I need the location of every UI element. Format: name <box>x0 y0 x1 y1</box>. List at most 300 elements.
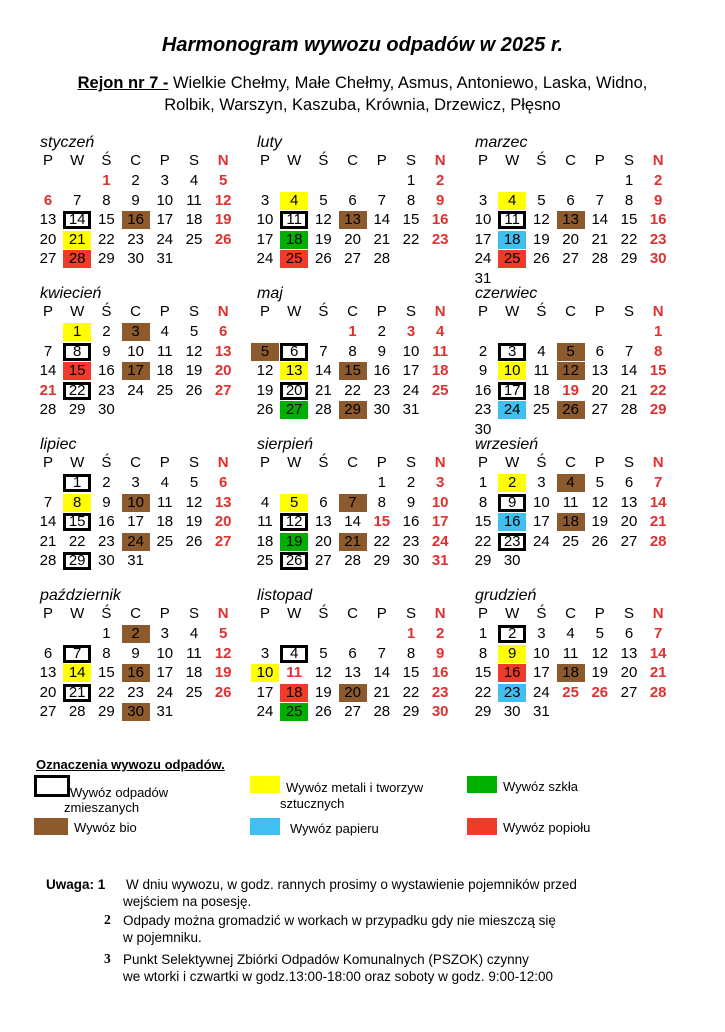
day-cell: 15 <box>63 362 91 380</box>
day-cell: 16 <box>122 664 150 682</box>
day-cell: 12 <box>185 493 203 511</box>
day-cell: 20 <box>280 382 308 400</box>
weekday-header: N <box>652 152 664 169</box>
day-cell: 29 <box>68 401 86 419</box>
weekday-header: C <box>347 454 359 471</box>
day-cell: 15 <box>620 211 638 229</box>
legend-label-mixed-2: zmieszanych <box>64 800 140 815</box>
day-cell: 9 <box>102 342 111 360</box>
day-cell: 21 <box>591 230 609 248</box>
day-cell: 21 <box>373 683 391 701</box>
weekday-header: P <box>259 454 270 471</box>
day-cell: 16 <box>98 362 115 380</box>
day-cell: 6 <box>219 323 228 340</box>
day-cell: 18 <box>498 231 526 249</box>
weekday-header: S <box>623 303 634 320</box>
day-cell: 31 <box>431 552 449 570</box>
day-cell: 23 <box>649 230 667 248</box>
weekday-header: P <box>159 152 170 169</box>
day-cell: 2 <box>406 474 416 491</box>
day-cell: 12 <box>315 211 332 229</box>
day-cell: 8 <box>478 644 488 662</box>
day-cell: 13 <box>280 362 308 380</box>
day-cell: 23 <box>98 532 115 550</box>
day-cell: 2 <box>498 625 526 643</box>
day-cell: 21 <box>649 513 667 531</box>
day-cell: 16 <box>431 211 449 229</box>
day-cell: 8 <box>63 343 91 361</box>
day-cell: 8 <box>654 342 663 360</box>
weekday-header: P <box>376 152 387 169</box>
day-cell: 21 <box>39 381 57 399</box>
day-cell: 29 <box>98 250 115 268</box>
day-cell: 13 <box>39 664 57 682</box>
day-cell: 6 <box>43 191 53 209</box>
weekday-header: N <box>652 605 664 622</box>
day-cell: 10 <box>256 211 274 229</box>
day-cell: 3 <box>537 625 546 642</box>
day-cell: 22 <box>98 683 115 701</box>
day-cell: 17 <box>127 513 144 531</box>
day-cell: 3 <box>122 323 150 341</box>
day-cell: 16 <box>402 513 420 531</box>
day-cell: 16 <box>98 513 115 531</box>
day-cell: 26 <box>256 401 274 419</box>
day-cell: 4 <box>557 474 585 492</box>
day-cell: 3 <box>406 323 416 340</box>
weekday-header: P <box>42 605 53 622</box>
weekday-header: P <box>594 605 605 622</box>
day-cell: 4 <box>498 192 526 210</box>
day-cell: 28 <box>344 552 361 570</box>
weekday-header: W <box>70 605 85 622</box>
day-cell: 22 <box>649 381 667 399</box>
day-cell: 21 <box>63 231 91 249</box>
day-cell: 20 <box>39 230 57 248</box>
day-cell: 27 <box>591 401 609 419</box>
day-cell: 13 <box>315 513 332 531</box>
day-cell: 30 <box>122 703 150 721</box>
day-cell: 21 <box>63 684 91 702</box>
day-cell: 8 <box>624 191 634 209</box>
day-cell: 11 <box>562 644 579 662</box>
day-cell: 2 <box>436 172 445 189</box>
day-cell: 30 <box>503 552 521 570</box>
month-name: marzec <box>475 134 528 151</box>
day-cell: 1 <box>377 474 386 491</box>
day-cell: 23 <box>498 533 526 551</box>
day-cell: 7 <box>63 645 91 663</box>
day-cell: 23 <box>498 684 526 702</box>
weekday-header: S <box>188 152 199 169</box>
weekday-header: P <box>594 152 605 169</box>
note-2-line-1: Odpady można gromadzić w workach w przypadku gdy nie mieszczą się <box>123 913 556 928</box>
day-cell: 14 <box>649 644 667 662</box>
day-cell: 18 <box>280 684 308 702</box>
day-cell: 5 <box>189 474 199 491</box>
day-cell: 28 <box>373 250 391 268</box>
day-cell: 14 <box>591 211 609 229</box>
legend-label-metal-1: Wywóz metali i tworzyw <box>286 780 424 795</box>
day-cell: 13 <box>591 362 609 380</box>
day-cell: 26 <box>185 381 203 399</box>
legend-label-mixed-1: Wywóz odpadów <box>70 785 169 800</box>
day-cell: 7 <box>377 191 386 209</box>
day-cell: 17 <box>256 683 274 701</box>
day-cell: 19 <box>315 683 332 701</box>
weekday-header: S <box>188 454 199 471</box>
month-name: wrzesień <box>475 436 539 453</box>
day-cell: 14 <box>39 513 57 531</box>
day-cell: 7 <box>319 342 328 360</box>
day-cell: 27 <box>344 703 361 721</box>
day-cell: 26 <box>315 250 332 268</box>
weekday-header: P <box>594 454 605 471</box>
legend-label-bio: Wywóz bio <box>74 820 137 835</box>
note-3-line-2: we wtorki i czwartki w godz.13:00-18:00 oraz soboty w godz. 9:00-12:00 <box>123 969 553 984</box>
day-cell: 4 <box>280 645 308 663</box>
weekday-header: Ś <box>536 454 547 471</box>
month-3 <box>474 134 695 287</box>
day-cell: 6 <box>319 493 328 511</box>
day-cell: 23 <box>474 401 492 419</box>
weekday-header: Ś <box>318 454 329 471</box>
day-cell: 20 <box>562 230 579 248</box>
day-cell: 27 <box>39 703 57 721</box>
day-cell: 19 <box>562 381 579 399</box>
weekday-header: P <box>259 303 270 320</box>
weekday-header: P <box>376 605 387 622</box>
day-cell: 29 <box>620 250 638 268</box>
day-cell: 18 <box>156 513 174 531</box>
day-cell: 21 <box>39 532 57 550</box>
day-cell: 16 <box>373 362 391 380</box>
day-cell: 27 <box>214 381 232 399</box>
month-9 <box>475 436 695 576</box>
weekday-header: P <box>376 454 387 471</box>
day-cell: 5 <box>319 644 328 662</box>
day-cell: 20 <box>620 664 638 682</box>
day-cell: 14 <box>315 362 332 380</box>
weekday-header: P <box>42 303 53 320</box>
day-cell: 24 <box>127 381 144 399</box>
day-cell: 9 <box>498 494 526 512</box>
note-3-number: 3 <box>104 951 111 966</box>
day-cell: 6 <box>219 474 228 491</box>
day-cell: 3 <box>537 474 546 491</box>
weekday-header: W <box>70 303 85 320</box>
day-cell: 1 <box>102 625 111 642</box>
weekday-header: C <box>347 303 359 320</box>
legend-title: Oznaczenia wywozu odpadów. <box>36 757 225 772</box>
legend-label-ash: Wywóz popiołu <box>503 820 591 835</box>
day-cell: 21 <box>373 230 391 248</box>
day-cell: 2 <box>478 342 488 360</box>
day-cell: 19 <box>185 362 203 380</box>
day-cell: 30 <box>431 703 449 721</box>
day-cell: 28 <box>68 703 86 721</box>
day-cell: 26 <box>533 250 550 268</box>
day-cell: 31 <box>156 703 174 721</box>
day-cell: 10 <box>431 493 449 511</box>
weekday-header: P <box>376 303 387 320</box>
day-cell: 2 <box>131 172 140 189</box>
month-5 <box>257 285 477 425</box>
day-cell: 4 <box>537 342 546 360</box>
weekday-header: N <box>652 303 664 320</box>
day-cell: 16 <box>498 513 526 531</box>
day-cell: 7 <box>43 493 53 511</box>
note-1-line-2: wejściem na posesję. <box>123 894 252 909</box>
day-cell: 6 <box>624 474 634 491</box>
day-cell: 11 <box>533 362 550 380</box>
day-cell: 26 <box>185 532 203 550</box>
day-cell: 4 <box>160 474 169 491</box>
day-cell: 17 <box>533 513 550 531</box>
weekday-header: P <box>259 605 270 622</box>
day-cell: 5 <box>595 625 604 642</box>
day-cell: 12 <box>214 191 232 209</box>
day-cell: 26 <box>591 683 609 701</box>
day-cell: 28 <box>315 401 332 419</box>
day-cell: 21 <box>339 533 367 551</box>
weekday-header: P <box>42 454 53 471</box>
day-cell: 28 <box>649 532 667 550</box>
day-cell: 25 <box>280 703 308 721</box>
day-cell: 17 <box>474 230 492 248</box>
day-cell: 10 <box>533 493 550 511</box>
day-cell: 13 <box>620 493 638 511</box>
month-12 <box>475 587 695 727</box>
month-7 <box>40 436 260 576</box>
weekday-header: W <box>70 454 85 471</box>
day-cell: 25 <box>562 532 579 550</box>
weekday-header: C <box>565 454 577 471</box>
weekday-header: W <box>70 152 85 169</box>
day-cell: 1 <box>478 474 488 491</box>
day-cell: 12 <box>557 362 585 380</box>
day-cell: 19 <box>256 381 274 399</box>
weekday-header: Ś <box>101 303 112 320</box>
day-cell: 3 <box>131 474 140 491</box>
day-cell: 14 <box>344 513 361 531</box>
day-cell: 30 <box>98 552 115 570</box>
day-cell: 22 <box>474 683 492 701</box>
notes-label: Uwaga: 1 <box>46 877 106 892</box>
day-cell: 3 <box>260 644 270 662</box>
weekday-header: S <box>623 454 634 471</box>
day-cell: 18 <box>280 231 308 249</box>
region-line-1 <box>0 72 725 94</box>
day-cell: 5 <box>189 323 199 340</box>
day-cell: 10 <box>498 362 526 380</box>
weekday-header: W <box>287 454 302 471</box>
day-cell: 18 <box>557 664 585 682</box>
weekday-header: S <box>405 454 416 471</box>
day-cell: 22 <box>68 532 86 550</box>
day-cell: 5 <box>537 191 546 209</box>
page-title: Harmonogram wywozu odpadów w 2025 r. <box>161 34 564 56</box>
day-cell: 20 <box>39 683 57 701</box>
day-cell: 20 <box>339 684 367 702</box>
day-cell: 11 <box>432 342 449 360</box>
day-cell: 14 <box>373 211 391 229</box>
day-cell: 10 <box>127 342 144 360</box>
day-cell: 28 <box>649 683 667 701</box>
day-cell: 4 <box>436 323 445 340</box>
day-cell: 29 <box>474 552 492 570</box>
day-cell: 11 <box>280 211 308 229</box>
day-cell: 24 <box>256 703 274 721</box>
day-cell: 23 <box>431 230 449 248</box>
day-cell: 25 <box>562 683 579 701</box>
day-cell: 30 <box>649 250 667 268</box>
day-cell: 26 <box>214 230 232 248</box>
day-cell: 14 <box>63 664 91 682</box>
day-cell: 24 <box>533 532 550 550</box>
day-cell: 9 <box>436 191 445 209</box>
day-cell: 23 <box>98 381 115 399</box>
legend-swatch-ash <box>467 818 497 835</box>
weekday-header: P <box>594 303 605 320</box>
day-cell: 27 <box>344 250 361 268</box>
day-cell: 24 <box>256 250 274 268</box>
day-cell: 31 <box>474 270 492 287</box>
day-cell: 14 <box>63 211 91 229</box>
day-cell: 27 <box>214 532 232 550</box>
day-cell: 15 <box>63 513 91 531</box>
day-cell: 29 <box>98 703 115 721</box>
day-cell: 14 <box>39 362 57 380</box>
day-cell: 4 <box>280 192 308 210</box>
day-cell: 13 <box>620 644 638 662</box>
weekday-header: Ś <box>536 303 547 320</box>
day-cell: 17 <box>498 382 526 400</box>
day-cell: 31 <box>127 552 144 570</box>
day-cell: 18 <box>431 362 449 380</box>
day-cell: 24 <box>122 533 150 551</box>
day-cell: 29 <box>373 552 391 570</box>
day-cell: 13 <box>339 211 367 229</box>
day-cell: 10 <box>122 494 150 512</box>
day-cell: 2 <box>377 323 386 340</box>
day-cell: 15 <box>373 513 391 531</box>
day-cell: 28 <box>39 552 57 570</box>
weekday-header: P <box>42 152 53 169</box>
day-cell: 28 <box>373 703 391 721</box>
day-cell: 23 <box>127 230 144 248</box>
day-cell: 5 <box>280 494 308 512</box>
weekday-header: N <box>217 454 229 471</box>
day-cell: 20 <box>214 362 232 380</box>
day-cell: 17 <box>533 664 550 682</box>
day-cell: 1 <box>478 625 488 642</box>
day-cell: 21 <box>620 381 638 399</box>
day-cell: 17 <box>122 362 150 380</box>
day-cell: 2 <box>122 625 150 643</box>
day-cell: 14 <box>620 362 638 380</box>
day-cell: 19 <box>591 513 609 531</box>
day-cell: 3 <box>160 172 169 189</box>
weekday-header: N <box>217 605 229 622</box>
day-cell: 18 <box>533 381 550 399</box>
weekday-header: Ś <box>536 152 547 169</box>
weekday-header: S <box>623 605 634 622</box>
day-cell: 22 <box>402 230 420 248</box>
day-cell: 27 <box>315 552 332 570</box>
day-cell: 1 <box>406 172 416 189</box>
region-villages-1: Wielkie Chełmy, Małe Chełmy, Asmus, Antoniewo, Laska, Widno, <box>172 74 648 92</box>
day-cell: 9 <box>131 191 140 209</box>
note-3-line-1: Punkt Selektywnej Zbiórki Odpadów Komunalnych (PSZOK) czynny <box>123 952 529 967</box>
day-cell: 10 <box>402 342 420 360</box>
day-cell: 6 <box>348 644 357 662</box>
day-cell: 19 <box>214 211 232 229</box>
day-cell: 13 <box>214 342 232 360</box>
day-cell: 27 <box>39 250 57 268</box>
day-cell: 25 <box>185 683 203 701</box>
weekday-header: Ś <box>101 605 112 622</box>
day-cell: 17 <box>402 362 420 380</box>
day-cell: 4 <box>160 323 169 340</box>
legend-label-metal-2: sztucznych <box>280 796 345 811</box>
day-cell: 22 <box>98 230 115 248</box>
day-cell: 30 <box>98 401 115 419</box>
day-cell: 25 <box>156 532 174 550</box>
day-cell: 1 <box>102 172 111 189</box>
day-cell: 4 <box>260 493 270 511</box>
day-cell: 19 <box>533 230 550 248</box>
day-cell: 18 <box>256 532 274 550</box>
day-cell: 20 <box>214 513 232 531</box>
day-cell: 9 <box>498 645 526 663</box>
day-cell: 19 <box>280 533 308 551</box>
day-cell: 8 <box>102 191 111 209</box>
day-cell: 13 <box>214 493 232 511</box>
weekday-header: W <box>505 303 520 320</box>
weekday-header: W <box>505 152 520 169</box>
day-cell: 17 <box>431 513 449 531</box>
day-cell: 19 <box>591 664 609 682</box>
day-cell: 16 <box>431 664 449 682</box>
day-cell: 25 <box>256 552 274 570</box>
day-cell: 1 <box>654 323 663 340</box>
day-cell: 9 <box>102 493 111 511</box>
day-cell: 20 <box>315 532 332 550</box>
region-label: Rejon nr 7 - <box>77 74 169 92</box>
day-cell: 2 <box>654 172 663 189</box>
legend-swatch-paper <box>250 818 280 835</box>
weekday-header: C <box>565 303 577 320</box>
weekday-header: P <box>477 152 488 169</box>
day-cell: 6 <box>566 191 575 209</box>
day-cell: 24 <box>474 250 492 268</box>
weekday-header: P <box>159 303 170 320</box>
month-11 <box>257 587 477 727</box>
day-cell: 7 <box>43 342 53 360</box>
day-cell: 19 <box>185 513 203 531</box>
day-cell: 26 <box>315 703 332 721</box>
day-cell: 8 <box>63 494 91 512</box>
day-cell: 9 <box>406 493 416 511</box>
day-cell: 26 <box>591 532 609 550</box>
day-cell: 10 <box>251 664 279 682</box>
day-cell: 27 <box>562 250 579 268</box>
day-cell: 9 <box>436 644 445 662</box>
day-cell: 22 <box>402 683 420 701</box>
weekday-header: W <box>505 605 520 622</box>
day-cell: 29 <box>63 552 91 570</box>
